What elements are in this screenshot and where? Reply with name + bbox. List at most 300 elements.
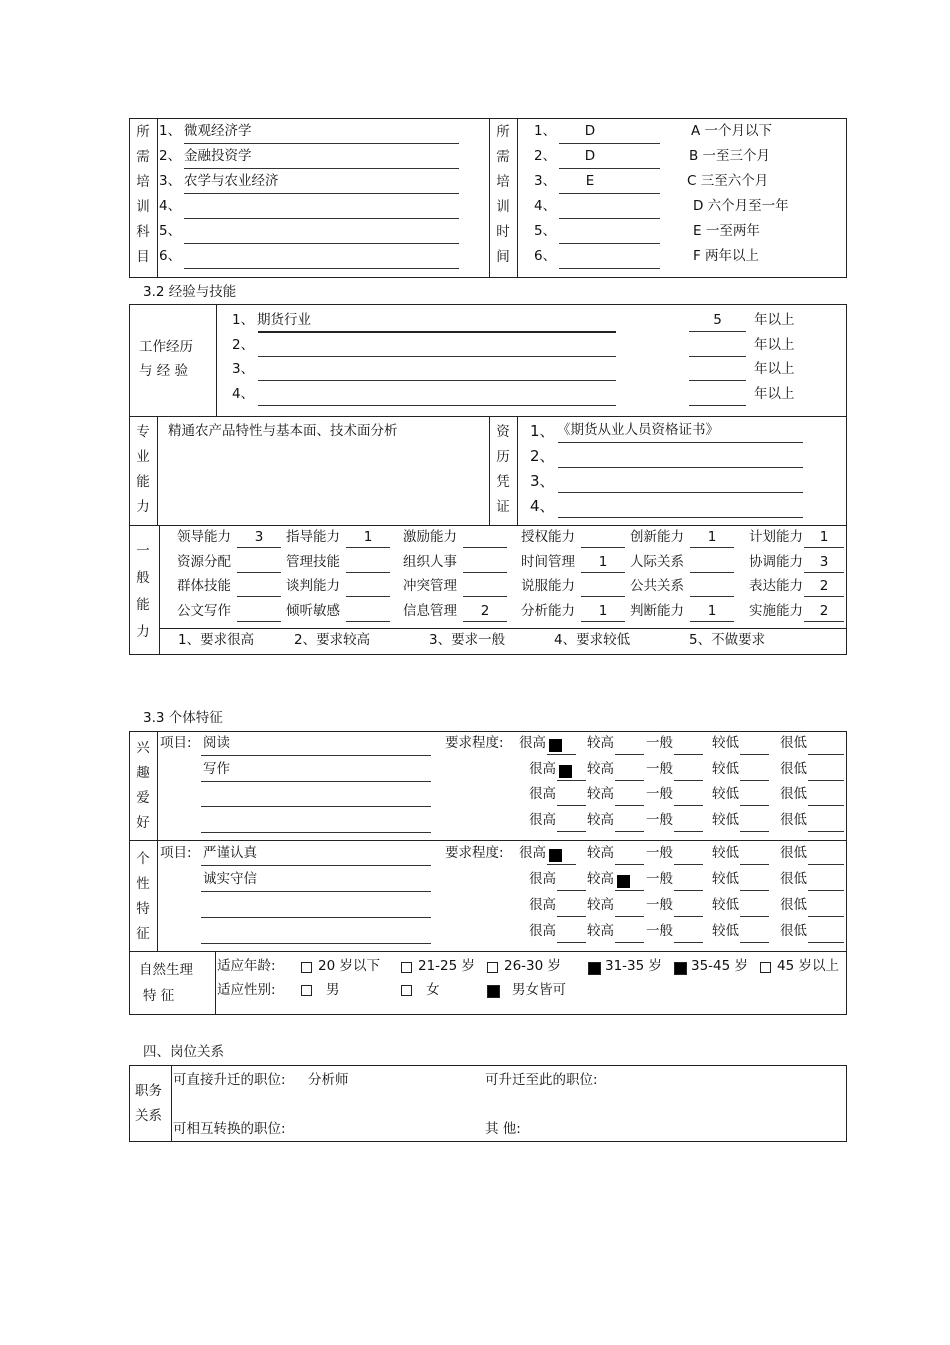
level-label: 一般 bbox=[646, 786, 673, 802]
ability-underline bbox=[690, 621, 734, 622]
level-underline bbox=[808, 864, 844, 865]
label-char: 能 bbox=[136, 474, 150, 490]
age-checkbox[interactable] bbox=[487, 962, 498, 973]
ability-name: 授权能力 bbox=[521, 529, 575, 545]
time-num: 3、 bbox=[534, 173, 557, 189]
trait-item-underline bbox=[201, 755, 431, 756]
time-option: E 一至两年 bbox=[693, 223, 760, 239]
trait-item: 严谨认真 bbox=[203, 845, 257, 861]
level-label: 很高 bbox=[529, 923, 556, 939]
subject-num: 2、 bbox=[159, 148, 182, 164]
level-underline bbox=[557, 916, 586, 917]
subject-underline bbox=[184, 268, 459, 269]
ability-underline bbox=[346, 596, 390, 597]
selected-mark bbox=[617, 875, 630, 888]
level-underline bbox=[674, 754, 703, 755]
work-label-line1: 工作经历 bbox=[139, 339, 193, 355]
level-label: 很高 bbox=[529, 760, 556, 777]
level-label: 较高 bbox=[587, 897, 614, 913]
label-char: 证 bbox=[496, 499, 510, 515]
time-option: C 三至六个月 bbox=[687, 173, 769, 189]
level-label: 较高 bbox=[587, 845, 614, 861]
age-checkbox[interactable] bbox=[760, 962, 771, 973]
ability-underline bbox=[804, 572, 844, 573]
ability-name: 实施能力 bbox=[749, 603, 803, 620]
subject-underline bbox=[184, 218, 459, 219]
label-char: 趣 bbox=[136, 765, 150, 781]
level-underline bbox=[615, 864, 644, 865]
level-underline bbox=[808, 916, 844, 917]
requirement-label: 要求程度: bbox=[445, 845, 504, 861]
level-underline bbox=[674, 780, 703, 781]
personality-item-prefix: 项目: bbox=[160, 845, 192, 861]
ability-name: 激励能力 bbox=[403, 529, 457, 545]
label-char: 爱 bbox=[136, 790, 150, 806]
ability-underline bbox=[581, 572, 625, 573]
other-label: 其 他: bbox=[485, 1121, 521, 1137]
label-char: 凭 bbox=[496, 474, 510, 490]
physio-label-line1: 自然生理 bbox=[139, 962, 193, 978]
level-underline bbox=[674, 831, 703, 832]
ability-name: 公文写作 bbox=[177, 603, 231, 620]
age-checkbox[interactable] bbox=[401, 962, 412, 973]
hobby-label bbox=[133, 736, 153, 836]
level-label: 较高 bbox=[587, 735, 614, 751]
trait-item-underline bbox=[201, 943, 431, 944]
label-char: 所 bbox=[496, 124, 510, 140]
trait-item-underline bbox=[201, 891, 431, 892]
professional-text: 精通农产品特性与基本面、技术面分析 bbox=[168, 423, 398, 439]
work-underline bbox=[258, 405, 616, 406]
level-label: 很高 bbox=[529, 786, 556, 802]
level-label: 较低 bbox=[712, 760, 739, 777]
level-label: 较低 bbox=[712, 897, 739, 913]
work-num: 1、 bbox=[232, 312, 255, 328]
work-suffix: 年以上 bbox=[754, 336, 795, 353]
level-underline bbox=[740, 916, 769, 917]
work-label-line2: 与 经 验 bbox=[139, 363, 189, 379]
level-label: 较高 bbox=[587, 760, 614, 777]
time-underline bbox=[559, 218, 660, 219]
level-label: 很低 bbox=[780, 845, 807, 861]
level-underline bbox=[808, 754, 844, 755]
level-underline bbox=[740, 831, 769, 832]
level-underline bbox=[674, 805, 703, 806]
section-3-2-title: 3.2 经验与技能 bbox=[143, 284, 237, 300]
level-underline bbox=[808, 942, 844, 943]
work-suffix: 年以上 bbox=[754, 312, 795, 328]
time-num: 4、 bbox=[534, 198, 557, 214]
ability-underline bbox=[237, 596, 281, 597]
label-char: 能 bbox=[136, 597, 150, 613]
level-underline bbox=[808, 831, 844, 832]
ability-value: 2 bbox=[480, 603, 490, 620]
level-underline bbox=[740, 890, 769, 891]
level-underline bbox=[547, 864, 576, 865]
work-underline bbox=[258, 380, 616, 381]
label-char: 一 bbox=[136, 543, 150, 559]
trait-item-underline bbox=[201, 781, 431, 782]
level-label: 一般 bbox=[646, 760, 673, 777]
level-label: 很低 bbox=[780, 760, 807, 777]
ability-underline bbox=[463, 596, 507, 597]
level-label: 较低 bbox=[712, 845, 739, 861]
level-underline bbox=[615, 916, 644, 917]
time-option: B 一至三个月 bbox=[689, 148, 771, 164]
general-ability-label bbox=[133, 538, 153, 646]
cert-underline bbox=[558, 467, 803, 468]
legend-item: 2、要求较高 bbox=[294, 632, 371, 648]
level-label: 较低 bbox=[712, 786, 739, 802]
label-char: 目 bbox=[136, 249, 150, 265]
level-underline bbox=[615, 754, 644, 755]
cert-num: 1、 bbox=[530, 422, 555, 440]
work-num: 3、 bbox=[232, 361, 255, 377]
time-code: D bbox=[584, 148, 596, 164]
work-underline bbox=[258, 356, 616, 357]
level-label: 较高 bbox=[587, 923, 614, 939]
level-underline bbox=[557, 942, 586, 943]
ability-underline bbox=[237, 547, 281, 548]
personality-label bbox=[133, 847, 153, 947]
cert-underline bbox=[558, 442, 803, 443]
selected-mark bbox=[549, 739, 562, 752]
time-option: D 六个月至一年 bbox=[693, 198, 789, 214]
relations-label-line2: 关系 bbox=[135, 1108, 162, 1124]
level-underline bbox=[674, 942, 703, 943]
ability-underline bbox=[581, 547, 625, 548]
time-code: E bbox=[585, 173, 595, 189]
legend-item: 1、要求很高 bbox=[178, 632, 255, 648]
level-underline bbox=[615, 890, 644, 891]
ability-value: 1 bbox=[707, 603, 717, 620]
level-label: 很低 bbox=[780, 897, 807, 913]
label-char: 资 bbox=[496, 424, 510, 440]
level-underline bbox=[547, 754, 576, 755]
level-label: 很低 bbox=[780, 735, 807, 751]
ability-value: 3 bbox=[254, 529, 264, 545]
level-label: 很高 bbox=[519, 845, 546, 861]
ability-name: 创新能力 bbox=[630, 529, 684, 545]
ability-name: 组织人事 bbox=[403, 553, 457, 570]
level-underline bbox=[740, 754, 769, 755]
legend-item: 4、要求较低 bbox=[554, 632, 631, 648]
training-time-label bbox=[493, 120, 513, 270]
trait-item: 阅读 bbox=[203, 735, 230, 751]
ability-underline bbox=[581, 596, 625, 597]
ability-name: 信息管理 bbox=[403, 603, 457, 620]
promote-value: 分析师 bbox=[308, 1072, 349, 1088]
level-label: 较低 bbox=[712, 811, 739, 828]
selected-mark bbox=[559, 765, 572, 778]
years-underline bbox=[689, 356, 746, 357]
ability-name: 谈判能力 bbox=[286, 578, 340, 595]
time-underline bbox=[559, 193, 660, 194]
level-label: 一般 bbox=[646, 897, 673, 913]
ability-underline bbox=[690, 547, 734, 548]
hobby-item-prefix: 项目: bbox=[160, 735, 192, 751]
ability-underline bbox=[463, 547, 507, 548]
cert-num: 4、 bbox=[530, 497, 555, 515]
ability-value: 2 bbox=[819, 603, 829, 620]
ability-underline bbox=[804, 547, 844, 548]
level-label: 很低 bbox=[780, 923, 807, 939]
level-label: 很低 bbox=[780, 871, 807, 887]
cert-num: 2、 bbox=[530, 447, 555, 465]
subject-underline bbox=[184, 243, 459, 244]
ability-name: 冲突管理 bbox=[403, 578, 457, 595]
ability-value: 1 bbox=[598, 553, 608, 570]
gender-checkbox[interactable] bbox=[301, 985, 312, 996]
level-label: 较低 bbox=[712, 871, 739, 887]
legend-item: 5、不做要求 bbox=[689, 632, 766, 648]
subject-num: 1、 bbox=[159, 123, 182, 139]
gender-checkbox[interactable] bbox=[487, 985, 500, 998]
section-3-3-title: 3.3 个体特征 bbox=[143, 710, 223, 726]
level-underline bbox=[808, 780, 844, 781]
ability-value: 1 bbox=[363, 529, 373, 545]
label-char: 征 bbox=[136, 926, 150, 942]
cert-underline bbox=[558, 517, 803, 518]
level-label: 较高 bbox=[587, 786, 614, 802]
time-num: 5、 bbox=[534, 223, 557, 239]
work-text: 期货行业 bbox=[257, 312, 311, 328]
subject-text: 农学与农业经济 bbox=[184, 173, 279, 189]
legend-item: 3、要求一般 bbox=[429, 632, 506, 648]
label-char: 般 bbox=[136, 570, 150, 586]
ability-underline bbox=[690, 572, 734, 573]
level-underline bbox=[808, 805, 844, 806]
ability-underline bbox=[346, 572, 390, 573]
ability-name: 群体技能 bbox=[177, 578, 231, 595]
level-underline bbox=[557, 780, 586, 781]
ability-name: 协调能力 bbox=[749, 553, 803, 570]
ability-underline bbox=[690, 596, 734, 597]
level-underline bbox=[674, 864, 703, 865]
ability-name: 说服能力 bbox=[521, 578, 575, 595]
level-label: 一般 bbox=[646, 735, 673, 751]
years-underline bbox=[689, 380, 746, 381]
ability-name: 人际关系 bbox=[630, 553, 684, 570]
ability-underline bbox=[804, 596, 844, 597]
ability-name: 表达能力 bbox=[749, 578, 803, 595]
ability-name: 公共关系 bbox=[630, 578, 684, 595]
cert-text: 《期货从业人员资格证书》 bbox=[557, 422, 719, 438]
time-num: 1、 bbox=[534, 123, 557, 139]
subject-num: 5、 bbox=[159, 223, 182, 239]
time-underline bbox=[559, 268, 660, 269]
ability-name: 倾听敏感 bbox=[286, 603, 340, 620]
time-underline bbox=[559, 168, 660, 169]
ability-underline bbox=[346, 547, 390, 548]
age-option-label: 45 岁以上 bbox=[777, 958, 839, 974]
age-option-label: 26-30 岁 bbox=[504, 958, 562, 974]
label-char: 科 bbox=[136, 224, 150, 240]
level-underline bbox=[615, 942, 644, 943]
ability-value: 3 bbox=[819, 553, 829, 570]
ability-name: 判断能力 bbox=[630, 603, 684, 620]
trait-item: 诚实守信 bbox=[203, 871, 257, 887]
level-underline bbox=[740, 864, 769, 865]
ability-name: 管理技能 bbox=[286, 553, 340, 570]
age-option-label: 31-35 岁 bbox=[605, 958, 663, 974]
level-underline bbox=[557, 890, 586, 891]
level-underline bbox=[808, 890, 844, 891]
label-char: 所 bbox=[136, 124, 150, 140]
level-label: 较高 bbox=[587, 871, 614, 887]
label-char: 力 bbox=[136, 624, 150, 640]
work-underline bbox=[258, 331, 616, 333]
label-char: 个 bbox=[136, 851, 150, 867]
time-underline bbox=[559, 243, 660, 244]
label-char: 兴 bbox=[136, 740, 150, 756]
label-char: 特 bbox=[136, 901, 150, 917]
ability-name: 分析能力 bbox=[521, 603, 575, 620]
ability-underline bbox=[237, 572, 281, 573]
time-num: 6、 bbox=[534, 248, 557, 264]
ability-value: 1 bbox=[819, 529, 829, 545]
ability-name: 时间管理 bbox=[521, 553, 575, 570]
level-underline bbox=[557, 831, 586, 832]
trait-item-underline bbox=[201, 832, 431, 833]
label-char: 培 bbox=[496, 174, 510, 190]
years-underline bbox=[689, 405, 746, 406]
training-subjects-label bbox=[133, 120, 153, 270]
level-label: 很高 bbox=[529, 897, 556, 913]
level-label: 很低 bbox=[780, 786, 807, 802]
time-option: A 一个月以下 bbox=[691, 123, 773, 139]
ability-name: 领导能力 bbox=[177, 529, 231, 545]
label-char: 力 bbox=[136, 499, 150, 515]
ability-value: 2 bbox=[819, 578, 829, 595]
subject-num: 6、 bbox=[159, 248, 182, 264]
age-checkbox[interactable] bbox=[301, 962, 312, 973]
time-code: D bbox=[584, 123, 596, 139]
level-underline bbox=[615, 831, 644, 832]
ability-underline bbox=[237, 621, 281, 622]
transfer-label: 可相互转换的职位: bbox=[173, 1121, 286, 1137]
label-char: 需 bbox=[496, 149, 510, 165]
trait-item: 写作 bbox=[203, 760, 230, 777]
requirement-label: 要求程度: bbox=[445, 735, 504, 751]
level-label: 较低 bbox=[712, 923, 739, 939]
work-num: 4、 bbox=[232, 385, 255, 402]
age-label: 适应年龄: bbox=[217, 958, 276, 974]
level-label: 一般 bbox=[646, 811, 673, 828]
ability-underline bbox=[463, 621, 507, 622]
ability-value: 1 bbox=[598, 603, 608, 620]
label-char: 时 bbox=[496, 224, 510, 240]
level-label: 一般 bbox=[646, 923, 673, 939]
ability-name: 计划能力 bbox=[749, 529, 803, 545]
ability-value: 1 bbox=[707, 529, 717, 545]
cert-underline bbox=[558, 492, 803, 493]
gender-checkbox[interactable] bbox=[401, 985, 412, 996]
gender-option-label: 男女皆可 bbox=[512, 982, 566, 998]
age-option-label: 35-45 岁 bbox=[691, 958, 749, 974]
level-underline bbox=[615, 805, 644, 806]
work-suffix: 年以上 bbox=[754, 361, 795, 377]
ability-underline bbox=[804, 621, 844, 622]
subject-text: 微观经济学 bbox=[184, 123, 252, 139]
gender-label: 适应性别: bbox=[217, 982, 276, 998]
promote-to-label: 可升迁至此的职位: bbox=[485, 1072, 598, 1088]
level-label: 很低 bbox=[780, 811, 807, 828]
level-label: 较高 bbox=[587, 811, 614, 828]
work-years: 5 bbox=[713, 312, 722, 328]
age-checkbox[interactable] bbox=[588, 962, 601, 975]
years-underline bbox=[689, 331, 746, 332]
gender-option-label: 女 bbox=[426, 982, 440, 998]
time-underline bbox=[559, 143, 660, 144]
level-underline bbox=[674, 916, 703, 917]
professional-label bbox=[133, 420, 153, 520]
subject-num: 3、 bbox=[159, 173, 182, 189]
cert-num: 3、 bbox=[530, 472, 555, 490]
certificate-label bbox=[493, 420, 513, 520]
label-char: 好 bbox=[136, 815, 150, 831]
level-label: 很高 bbox=[529, 871, 556, 887]
age-option-label: 20 岁以下 bbox=[318, 958, 380, 974]
label-char: 业 bbox=[136, 449, 150, 465]
level-underline bbox=[740, 780, 769, 781]
time-option: F 两年以上 bbox=[693, 248, 760, 264]
level-label: 很高 bbox=[529, 811, 556, 828]
level-underline bbox=[615, 780, 644, 781]
section-4-title: 四、岗位关系 bbox=[143, 1044, 224, 1060]
level-underline bbox=[740, 942, 769, 943]
selected-mark bbox=[549, 849, 562, 862]
level-label: 一般 bbox=[646, 845, 673, 861]
level-label: 较低 bbox=[712, 735, 739, 751]
level-underline bbox=[557, 805, 586, 806]
ability-underline bbox=[346, 621, 390, 622]
level-label: 一般 bbox=[646, 871, 673, 887]
label-char: 需 bbox=[136, 149, 150, 165]
time-num: 2、 bbox=[534, 148, 557, 164]
trait-item-underline bbox=[201, 917, 431, 918]
ability-name: 指导能力 bbox=[286, 529, 340, 545]
work-suffix: 年以上 bbox=[754, 385, 795, 402]
label-char: 性 bbox=[136, 876, 150, 892]
label-char: 培 bbox=[136, 174, 150, 190]
relations-label-line1: 职务 bbox=[135, 1083, 162, 1099]
label-char: 训 bbox=[496, 199, 510, 215]
age-checkbox[interactable] bbox=[674, 962, 687, 975]
subject-underline bbox=[184, 193, 459, 194]
gender-option-label: 男 bbox=[326, 982, 340, 998]
physio-label-line2: 特 征 bbox=[143, 988, 175, 1004]
work-num: 2、 bbox=[232, 336, 255, 353]
label-char: 专 bbox=[136, 424, 150, 440]
level-underline bbox=[740, 805, 769, 806]
ability-underline bbox=[581, 621, 625, 622]
subject-underline bbox=[184, 168, 459, 169]
label-char: 训 bbox=[136, 199, 150, 215]
trait-item-underline bbox=[201, 865, 431, 866]
subject-text: 金融投资学 bbox=[184, 148, 252, 164]
ability-underline bbox=[463, 572, 507, 573]
promote-label: 可直接升迁的职位: bbox=[173, 1072, 286, 1088]
label-char: 历 bbox=[496, 449, 510, 465]
level-underline bbox=[674, 890, 703, 891]
label-char: 间 bbox=[496, 249, 510, 265]
subject-num: 4、 bbox=[159, 198, 182, 214]
level-label: 很高 bbox=[519, 735, 546, 751]
trait-item-underline bbox=[201, 806, 431, 807]
subject-underline bbox=[184, 143, 459, 144]
age-option-label: 21-25 岁 bbox=[418, 958, 476, 974]
